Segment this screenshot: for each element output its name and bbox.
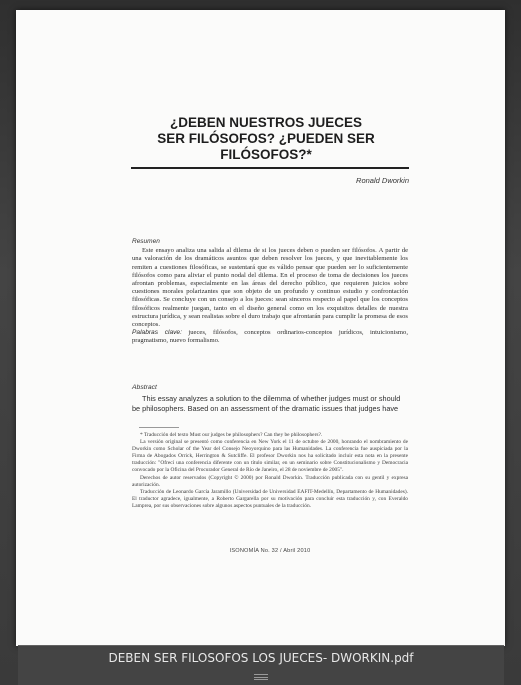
keywords-text: jueces, filósofos, conceptos ordinarios-conceptos jurídicos, intuicionismo, pragmatismo, nuevo formalismo. [132, 329, 408, 345]
keywords-line [132, 329, 408, 345]
author-name: Ronald Dworkin [356, 176, 409, 185]
abstract-paragraph: This essay analyzes a solution to the dilemma of whether judges must or should be philosophers. Based on an assessment of the dramatic issues that judges have [132, 394, 401, 413]
title-rule [131, 167, 409, 169]
keywords-label: Palabras clave: [132, 329, 182, 337]
footnote-rule [139, 427, 179, 428]
file-name: DEBEN SER FILOSOFOS LOS JUECES- DWORKIN.pdf [108, 651, 414, 665]
resumen-section [132, 238, 408, 346]
resumen-paragraph: Este ensayo analiza una salida al dilema de si los jueces deben o pueden ser filósofos. A partir de una valoración de los dramáticos asuntos que deben resolver los jueces, y que inevitablemente los remiten a cuestiones filosóficas, se sustentará que es válido pensar que pueden ser lo suficientemente filósofos como para aliviar el punto nodal del dilema. En el proceso de toma de decisiones los jueces afrontan problemas, especialmente en las áreas del derecho público, que requieren juicios sobre cuestiones morales polarizantes que son objeto de un profundo y continuo estudio y confrontación filosóficas. Se concluye con un consejo a los jueces: sean sinceros respecto al papel que los conceptos filosóficos realmente juegan, tanto en el diseño general como en los exquisitos detalles de nuestra estructura jurídica, y sean realistas sobre el duro trabajo que afrontarán para cumplir la promesa de esos conceptos. [132, 247, 408, 329]
title-line-1: ¿DEBEN NUESTROS JUECES [169, 115, 363, 130]
pdf-page[interactable] [16, 10, 505, 646]
document-title [116, 115, 416, 163]
title-line-2: SER FILÓSOFOS? ¿PUEDEN SER [157, 131, 375, 146]
drag-handle-icon[interactable] [254, 674, 268, 680]
footnote-3: Derechos de autor reservados (Copyright © 2000) por Ronald Dworkin. Traducción publicada con su gentil y expresa autorización. [132, 474, 408, 488]
resumen-heading: Resumen [132, 238, 160, 245]
footnote-1: * Traducción del texto Must our judges be philosophers? Can they be philosophers?. [140, 432, 323, 438]
footnote-2: La versión original se presentó como conferencia en New York el 11 de octubre de 2000, honrando el nombramiento de Dworkin como Scholar of the Year del Consejo Neoyorquino para las Humanidades. La conferencia fue auspiciada por la Firma de Abogados Orrick, Herrington & Sutcliffe. El profesor Dworkin nos ha solicitado incluir esta nota en la presente traducción: "Ofrecí una conferencia diferente con un título similar, en un seminario sobre Constitucionalismo y Democracia convocado por la Oficina del Procurador General de Río de Janeiro, el 28 de noviembre de 2005". [132, 439, 408, 474]
title-line-3: FILÓSOFOS?* [220, 147, 312, 162]
abstract-section [132, 383, 408, 414]
footnote-4: Traducción de Leonardo García Jaramillo (Universidad de Universidad EAFIT-Medellín, Departamento de Humanidades). El traductor agradece, igualmente, a Roberto Gargarella por su motivación para concluir esta traducción y, con Everaldo Lamprea, por sus observaciones sobre algunos aspectos puntuales de la traducción. [132, 488, 408, 509]
abstract-heading: Abstract [132, 384, 157, 391]
footnotes [132, 432, 408, 510]
journal-footer: ISONOMÍA No. 32 / Abril 2010 [229, 548, 311, 554]
filename-bar[interactable] [18, 645, 504, 685]
